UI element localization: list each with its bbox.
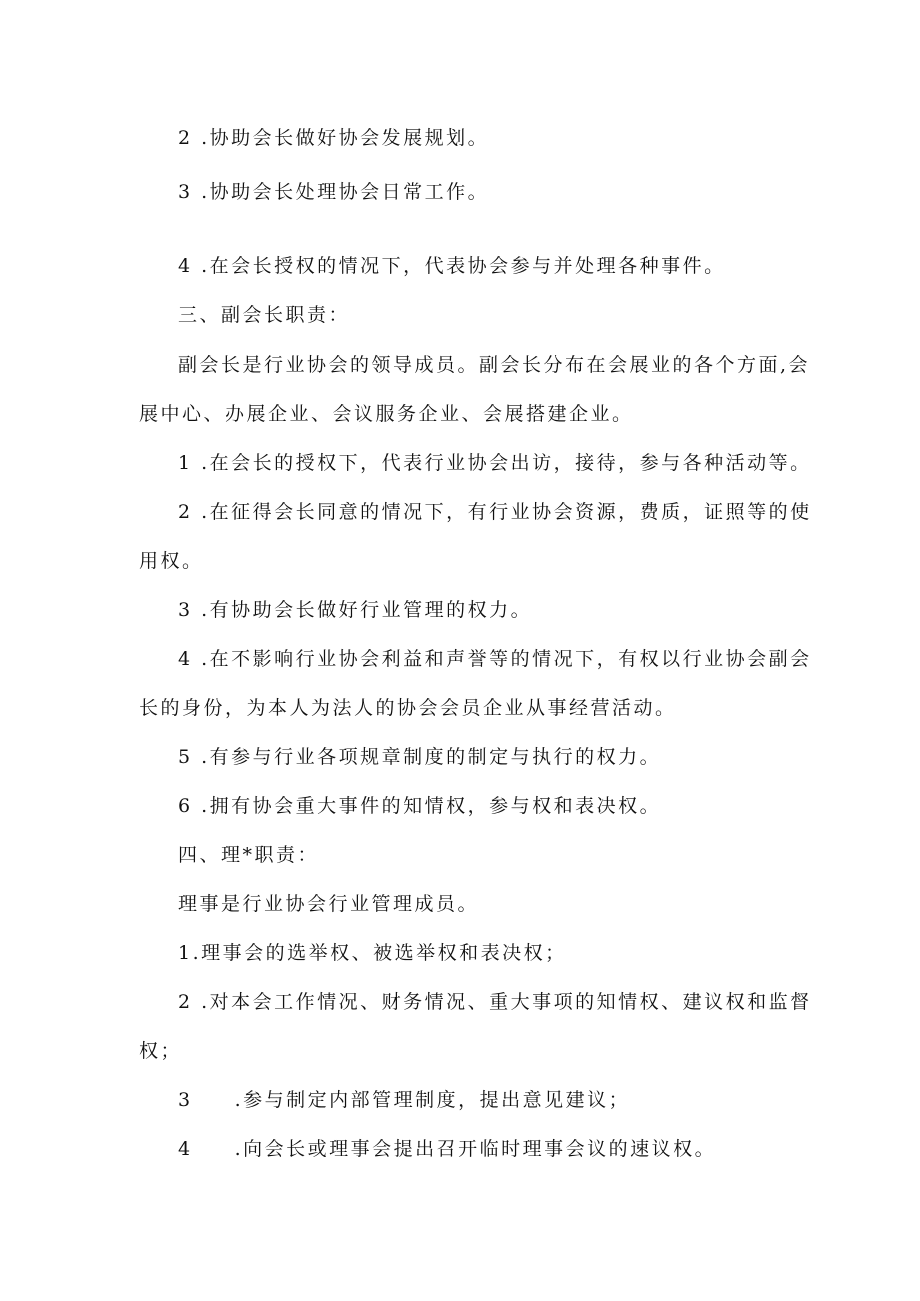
- text-line: 展中心、办展企业、会议服务企业、会展搭建企业。: [139, 403, 634, 425]
- text-line: 2 .对本会工作情况、财务情况、重大事项的知情权、建议权和监督: [178, 991, 812, 1013]
- list-number: 4: [178, 1138, 193, 1160]
- list-text: .参与制定内部管理制度，提出意见建议；: [234, 1089, 631, 1111]
- section-heading: 四、理*职责：: [178, 844, 320, 866]
- text-line: 2 .协助会长做好协会发展规划。: [178, 127, 490, 149]
- list-number: 3: [178, 1089, 193, 1111]
- text-line: 1 .在会长的授权下，代表行业协会出访，接待，参与各种活动等。: [178, 452, 812, 474]
- text-line: 4 .在会长授权的情况下，代表协会参与并处理各种事件。: [178, 255, 726, 277]
- text-line: 3 .协助会长处理协会日常工作。: [178, 181, 490, 203]
- text-line: 3 .有协助会长做好行业管理的权力。: [178, 599, 533, 621]
- text-line: 5 .有参与行业各项规章制度的制定与执行的权力。: [178, 746, 662, 768]
- text-line: 6 .拥有协会重大事件的知情权，参与权和表决权。: [178, 795, 662, 817]
- list-item: [178, 1137, 716, 1161]
- text-line: 权；: [139, 1040, 183, 1062]
- section-heading: 三、副会长职责：: [178, 304, 351, 326]
- text-line: 用权。: [139, 550, 204, 572]
- text-line: 理事是行业协会行业管理成员。: [178, 893, 480, 915]
- list-text: .向会长或理事会提出召开临时理事会议的速议权。: [234, 1138, 717, 1160]
- list-item: [178, 1088, 630, 1112]
- text-line: 副会长是行业协会的领导成员。副会长分布在会展业的各个方面,会: [178, 354, 811, 376]
- text-line: 1.理事会的选举权、被选举权和表决权；: [178, 942, 567, 964]
- text-line: 4 .在不影响行业协会利益和声誉等的情况下，有权以行业协会副会: [178, 648, 812, 670]
- text-line: 2 .在征得会长同意的情况下，有行业协会资源，费质，证照等的使: [178, 501, 812, 523]
- text-line: 长的身份，为本人为法人的协会会员企业从事经营活动。: [139, 697, 677, 719]
